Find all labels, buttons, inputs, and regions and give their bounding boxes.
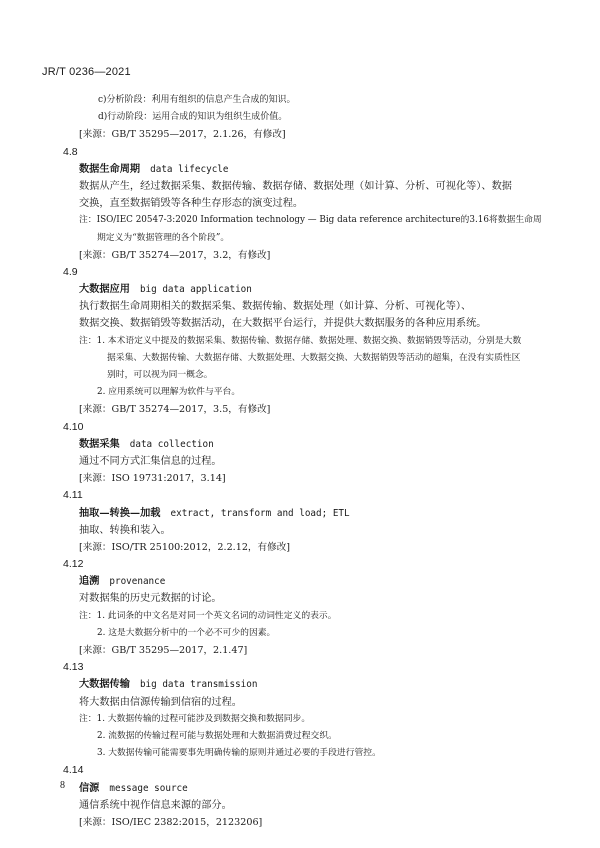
term-zh: 信源 — [79, 781, 100, 794]
term-heading — [0, 436, 600, 453]
term-zh: 数据生命周期 — [79, 162, 141, 175]
note: 注：1. 本术语定义中提及的数据采集、数据传输、数据存储、数据处理、数据交换、数据销毁等活动，分别是大数 — [79, 335, 522, 346]
source-ref: [来源：GB/T 35295—2017，2.1.26，有修改] — [79, 129, 286, 141]
term-en: big data transmission — [139, 679, 258, 691]
definition: 将大数据由信源传输到信宿的过程。 — [79, 696, 242, 708]
document-id: JR/T 0236—2021 — [42, 66, 131, 78]
term-heading — [0, 780, 600, 797]
term-heading — [0, 161, 600, 178]
page-content — [0, 92, 600, 831]
term-en: data collection — [129, 438, 214, 450]
stage-d: d)行动阶段：运用合成的知识为组织生成价值。 — [98, 112, 288, 123]
term-en: extract, transform and load; ETL — [170, 507, 350, 519]
definition: 执行数据生命周期相关的数据采集、数据传输、数据处理（如计算、分析、可视化等）、 — [79, 301, 472, 313]
term-en: message source — [109, 782, 188, 794]
clause-number: 4.10 — [63, 420, 84, 433]
source-ref: [来源：GB/T 35274—2017，3.5，有修改] — [79, 404, 271, 416]
definition: 交换，直至数据销毁等各种生存形态的演变过程。 — [79, 198, 304, 210]
definition: 抽取、转换和装入。 — [79, 524, 171, 536]
term-zh: 抽取—转换—加载 — [79, 506, 161, 519]
term-en: data lifecycle — [150, 163, 229, 175]
definition: 通过不同方式汇集信息的过程。 — [79, 455, 222, 467]
clause-number: 4.9 — [63, 265, 78, 278]
definition: 数据从产生，经过数据采集、数据传输、数据存储、数据处理（如计算、分析、可视化等）、数据 — [79, 180, 512, 192]
term-zh: 大数据传输 — [79, 678, 130, 691]
clause-number: 4.11 — [63, 489, 83, 502]
stage-c: c)分析阶段：利用有组织的信息产生合成的知识。 — [98, 95, 296, 105]
note: 3. 大数据传输可能需要事先明确传输的原则并通过必要的手段进行管控。 — [97, 748, 381, 759]
note: 期定义为“数据管理的各个阶段”。 — [97, 232, 230, 243]
term-en: provenance — [109, 576, 166, 588]
term-heading — [0, 505, 600, 522]
definition: 对数据集的历史元数据的讨论。 — [79, 593, 222, 605]
note: 注：1. 此词条的中文名是对同一个英文名词的动词性定义的表示。 — [79, 610, 337, 621]
note: 注：ISO/IEC 20547-3:2020 Information technology — Big data reference architecture的3.16将数据生命周 — [79, 215, 542, 226]
note: 注：1. 大数据传输的过程可能涉及到数据交换和数据同步。 — [79, 713, 311, 724]
page-number: 8 — [60, 780, 65, 791]
source-ref: [来源：GB/T 35295—2017，2.1.47] — [79, 645, 248, 656]
note: 2. 流数据的传输过程可能与数据处理和大数据消费过程交织。 — [97, 730, 337, 741]
source-ref: [来源：ISO 19731:2017，3.14] — [79, 473, 226, 485]
clause-number: 4.12 — [63, 558, 84, 571]
term-heading — [0, 281, 600, 298]
note: 2. 这是大数据分析中的一个必不可少的因素。 — [97, 627, 276, 638]
source-ref: [来源：ISO/TR 25100:2012，2.2.12，有修改] — [79, 541, 291, 553]
clause-number: 4.14 — [63, 764, 84, 777]
source-ref: [来源：ISO/IEC 2382:2015，2123206] — [79, 816, 263, 828]
term-zh: 数据采集 — [79, 437, 120, 450]
term-heading — [0, 573, 600, 590]
clause-number: 4.13 — [63, 661, 84, 674]
note: 2. 应用系统可以理解为软件与平台。 — [97, 387, 241, 398]
definition: 通信系统中视作信息来源的部分。 — [79, 799, 232, 811]
definition: 数据交换、数据销毁等数据活动，在大数据平台运行，并提供大数据服务的各种应用系统。 — [79, 318, 487, 330]
clause-number: 4.8 — [63, 145, 78, 158]
source-ref: [来源：GB/T 35274—2017，3.2，有修改] — [79, 249, 271, 261]
term-zh: 大数据应用 — [79, 283, 130, 296]
term-en: big data application — [139, 284, 252, 296]
note: 别时，可以视为同一概念。 — [107, 370, 213, 380]
term-zh: 追溯 — [79, 575, 100, 588]
term-heading — [0, 676, 600, 693]
note: 据采集、大数据传输、大数据存储、大数据处理、大数据交换、大数据销毁等活动的超集，在没有实质性区 — [107, 352, 521, 363]
